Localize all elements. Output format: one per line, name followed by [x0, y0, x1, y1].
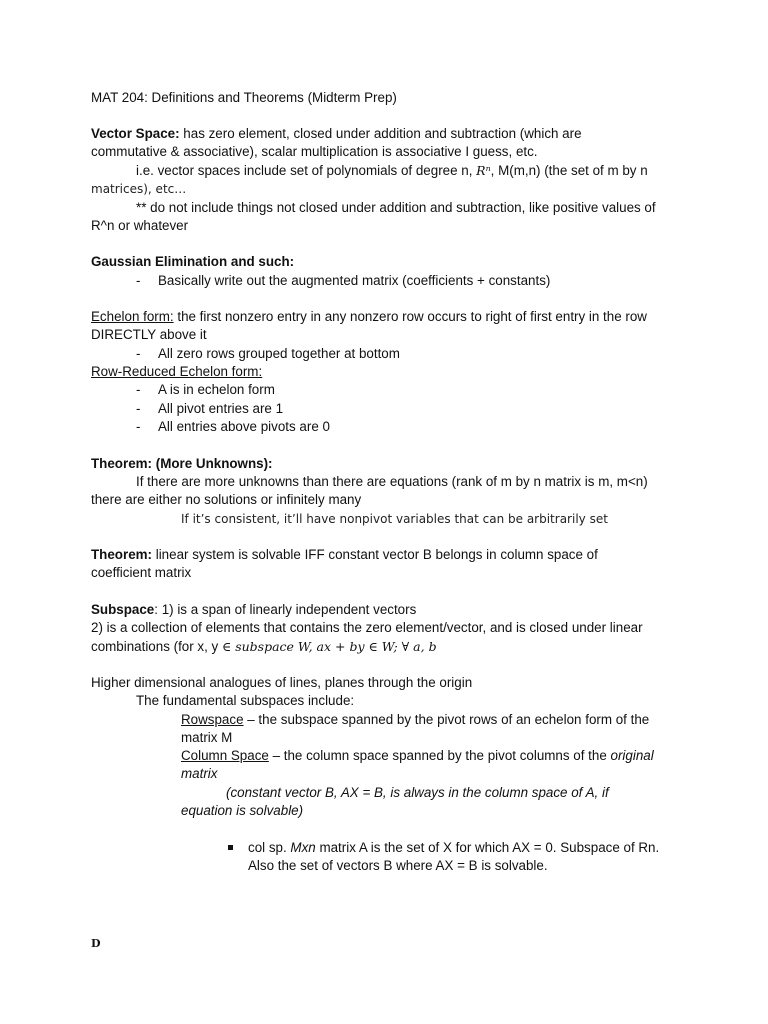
bullet-text-b: matrix A is the set of X for which AX = 0. Subspace of Rn. — [315, 840, 660, 855]
rowspace-line-2: matrix M — [181, 730, 233, 745]
rref-item-3: All entries above pivots are 0 — [158, 419, 330, 434]
subspace-text: : 1) is a span of linearly independent vectors — [154, 602, 417, 617]
theorem-solvable-heading: Theorem: — [91, 547, 153, 562]
vector-space-text: has zero element, closed under addition and subtraction (which are — [179, 126, 582, 141]
vector-space-line-4: matrices), etc… — [91, 182, 187, 196]
theorem-unknowns-line-3: If it’s consistent, it’ll have nonpivot variables that can be arbitrarily set — [181, 512, 608, 526]
colspace-line-1 — [181, 747, 654, 765]
rowspace-line-1 — [181, 711, 649, 729]
vector-space-examples-text-2: , M(m,n) (the set of m by n — [490, 163, 648, 178]
gaussian-item: Basically write out the augmented matrix (coefficients + constants) — [158, 273, 551, 288]
vector-space-line-5: ** do not include things not closed under addition and subtraction, like positive values of — [136, 200, 656, 215]
subspace-line-4: Higher dimensional analogues of lines, planes through the origin — [91, 675, 473, 690]
rref-dash-2: - — [136, 401, 141, 416]
subspace-heading: Subspace — [91, 602, 155, 617]
theorem-solvable-line-1 — [91, 546, 598, 564]
rowspace-text: – the subspace spanned by the pivot rows of an echelon form of the — [243, 712, 650, 727]
colspace-note-line-2: equation is solvable) — [181, 803, 304, 818]
subspace-combinations-text: combinations (for x, y — [91, 639, 222, 654]
bullet-italic: Mxn — [290, 840, 316, 855]
vector-space-examples-text: i.e. vector spaces include set of polynomials of degree n, — [136, 163, 477, 178]
theorem-unknowns-line-1: If there are more unknowns than there are equations (rank of m by n matrix is m, m<n) — [136, 474, 648, 489]
echelon-item: All zero rows grouped together at bottom — [158, 346, 400, 361]
vector-space-line-2: commutative & associative), scalar multiplication is associative I guess, etc. — [91, 144, 538, 159]
subspace-line-1 — [91, 601, 416, 619]
rref-item-2: All pivot entries are 1 — [158, 401, 284, 416]
theorem-unknowns-heading: Theorem: (More Unknowns): — [91, 456, 273, 471]
echelon-dash: - — [136, 346, 141, 361]
theorem-solvable-line-2: coefficient matrix — [91, 565, 192, 580]
colspace-note-line-1: (constant vector B, AX = B, is always in the column space of A, if — [226, 785, 609, 800]
echelon-line-2: DIRECTLY above it — [91, 327, 207, 342]
subspace-line-3 — [91, 638, 437, 656]
bullet-text-a: col sp. — [248, 840, 291, 855]
rref-dash-3: - — [136, 419, 141, 434]
subspace-line-2: 2) is a collection of elements that contains the zero element/vector, and is closed under linear — [91, 620, 643, 635]
document-title: MAT 204: Definitions and Theorems (Midterm Prep) — [91, 90, 397, 105]
bullet-line-2: Also the set of vectors B where AX = B is solvable. — [248, 858, 548, 873]
theorem-solvable-text: linear system is solvable IFF constant vector B belongs in column space of — [152, 547, 598, 562]
echelon-label: Echelon form: — [91, 309, 174, 324]
rowspace-label: Rowspace — [181, 712, 244, 727]
vector-space-line-6: R^n or whatever — [91, 218, 189, 233]
rref-label: Row-Reduced Echelon form: — [91, 364, 263, 379]
vector-space-heading: Vector Space: — [91, 126, 180, 141]
theorem-unknowns-line-2: there are either no solutions or infinitely many — [91, 492, 362, 507]
bullet-line-1 — [248, 839, 659, 857]
bullet-square-icon — [228, 845, 233, 850]
subspace-line-5: The fundamental subspaces include: — [136, 693, 355, 708]
colspace-label: Column Space — [181, 748, 269, 763]
echelon-line-1 — [91, 308, 647, 326]
colspace-italic: original — [610, 748, 654, 763]
rref-dash-1: - — [136, 382, 141, 397]
rref-item-1: A is in echelon form — [158, 382, 275, 397]
gaussian-heading: Gaussian Elimination and such: — [91, 254, 295, 269]
footer-mark: D — [91, 937, 101, 950]
rn-symbol: Rⁿ — [476, 163, 491, 178]
subspace-math: ∈ subspace W, ax + by ∈ W; ∀ a, b — [221, 639, 437, 654]
vector-space-line-3 — [136, 162, 648, 180]
colspace-line-2: matrix — [181, 766, 218, 781]
vector-space-line-1 — [91, 125, 582, 143]
colspace-text: – the column space spanned by the pivot columns of the — [268, 748, 611, 763]
gaussian-dash: - — [136, 273, 141, 288]
echelon-text: the first nonzero entry in any nonzero row occurs to right of first entry in the row — [173, 309, 647, 324]
